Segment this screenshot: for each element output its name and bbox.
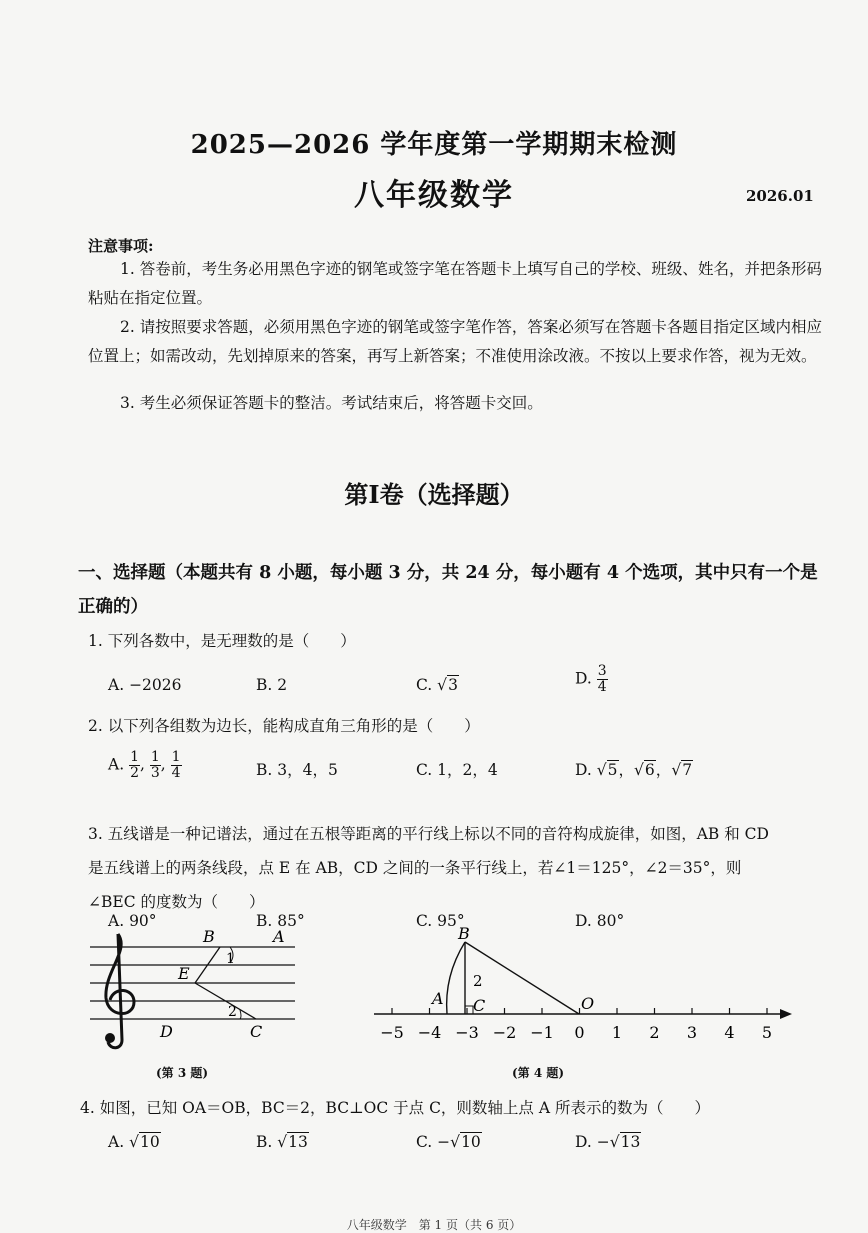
treble-clef-icon	[106, 934, 134, 1048]
q4-option-b: B. √13	[256, 1133, 308, 1151]
figure-3-staff	[80, 922, 310, 1062]
tick-label: 1	[611, 1023, 623, 1042]
notice-title: 注意事项:	[88, 237, 154, 255]
right-angle-mark	[465, 1006, 473, 1014]
tick-label: 3	[686, 1023, 698, 1042]
label-a: A	[273, 927, 285, 946]
label-a: A	[432, 989, 444, 1008]
fraction: $\frac{1}{4}$	[171, 749, 181, 781]
angle-2-arc	[240, 1010, 241, 1019]
label-bc-length: 2	[473, 972, 483, 990]
tick-label: −3	[455, 1023, 479, 1042]
q4-option-d: D. −√13	[575, 1133, 641, 1151]
tick-label: 0	[574, 1023, 585, 1042]
q3-option-a: A. 90°	[108, 912, 157, 930]
figure-4-caption: (第 4 题)	[512, 1066, 565, 1080]
tick-marks	[380, 1008, 772, 1042]
notice-item-1: 1. 答卷前，考生务必用黑色字迹的钢笔或签字笔在答题卡上填写自己的学校、班级、姓名，并把条形码粘贴在指定位置。	[88, 260, 822, 307]
axis-arrow-icon	[780, 1009, 792, 1019]
label-e: E	[178, 964, 190, 983]
q1-option-d: D. $\frac{3}{4}$	[575, 663, 607, 695]
label-d: D	[160, 1022, 173, 1041]
tick-label: 2	[649, 1023, 660, 1042]
tick-label: 5	[761, 1023, 773, 1042]
exam-date: 2026.01	[746, 187, 814, 205]
label-b: B	[458, 924, 470, 943]
label-o: O	[581, 994, 595, 1013]
q1-option-c: C. √3	[416, 676, 458, 694]
q4-option-c: C. −√10	[416, 1133, 481, 1151]
question-1-stem: 1. 下列各数中，是无理数的是（ ）	[88, 632, 356, 650]
q2-option-d: D. √5，√6，√7	[575, 761, 693, 779]
q4-option-a: A. √10	[108, 1133, 160, 1151]
q2-option-c: C. 1，2，4	[416, 761, 498, 779]
tick-label: −5	[380, 1023, 404, 1042]
sqrt-symbol: √3	[437, 676, 458, 694]
label-angle-2: 2	[228, 1004, 237, 1020]
clef-dot	[105, 1033, 115, 1043]
figure-3-caption: (第 3 题)	[156, 1066, 209, 1080]
page-footer: 八年级数学 第 1 页（共 6 页）	[346, 1218, 522, 1232]
question-3-stem-line-1: 3. 五线谱是一种记谱法，通过在五根等距离的平行线上标以不同的音符构成旋律，如图，AB 和 CD	[88, 825, 769, 843]
arc-ab	[447, 942, 465, 1014]
q3-option-c: C. 95°	[416, 912, 465, 930]
notice-item-3: 3. 考生必须保证答题卡的整洁。考试结束后，将答题卡交回。	[120, 394, 543, 412]
question-3-stem-line-2: 是五线谱上的两条线段，点 E 在 AB，CD 之间的一条平行线上，若∠1＝125°，∠2＝35°，则	[88, 859, 742, 877]
part-title: 第I卷（选择题）	[344, 480, 524, 509]
label-b: B	[203, 927, 215, 946]
label-c: C	[250, 1022, 263, 1041]
figure-4-number-line	[368, 922, 798, 1052]
exam-title: 2025—2026 学年度第一学期期末检测	[190, 130, 678, 160]
tick-label: −2	[492, 1023, 517, 1042]
notice-item-2: 2. 请按照要求答题，必须用黑色字迹的钢笔或签字笔作答，答案必须写在答题卡各题目指定区域内相应位置上；如需改动，先划掉原来的答案，再写上新答案；不准使用涂改液。不按以上要求作答，视为无效。	[88, 318, 822, 365]
fraction: $\frac{1}{2}$	[130, 749, 139, 781]
fraction: $\frac{3}{4}$	[597, 663, 607, 695]
question-4-stem: 4. 如图，已知 OA＝OB，BC＝2，BC⊥OC 于点 C，则数轴上点 A 所表示的数为（ ）	[80, 1099, 710, 1117]
q3-option-d: D. 80°	[575, 912, 625, 930]
tick-label: −1	[530, 1023, 554, 1042]
question-3-stem-line-3: ∠BEC 的度数为（ ）	[88, 893, 265, 911]
label-angle-1: 1	[226, 951, 235, 967]
q1-option-b: B. 2	[256, 676, 288, 694]
question-2-stem: 2. 以下列各组数为边长，能构成直角三角形的是（ ）	[88, 717, 480, 735]
q3-option-b: B. 85°	[256, 912, 305, 930]
tick-label: −4	[417, 1023, 442, 1042]
tick-label: 4	[724, 1023, 735, 1042]
label-c: C	[473, 996, 486, 1015]
q2-option-a: A. $\frac{1}{2}$ , $\frac{1}{3}$ , $\frac{1}{4}$	[108, 749, 181, 781]
q1-option-a: A. −2026	[108, 676, 182, 694]
q2-option-b: B. 3，4，5	[256, 761, 338, 779]
exam-subject: 八年级数学	[354, 178, 514, 213]
fraction: $\frac{1}{3}$	[150, 749, 160, 781]
section-heading: 一、选择题（本题共有 8 小题，每小题 3 分，共 24 分，每小题有 4 个选项，其中只有一个是正确的）	[78, 563, 818, 617]
